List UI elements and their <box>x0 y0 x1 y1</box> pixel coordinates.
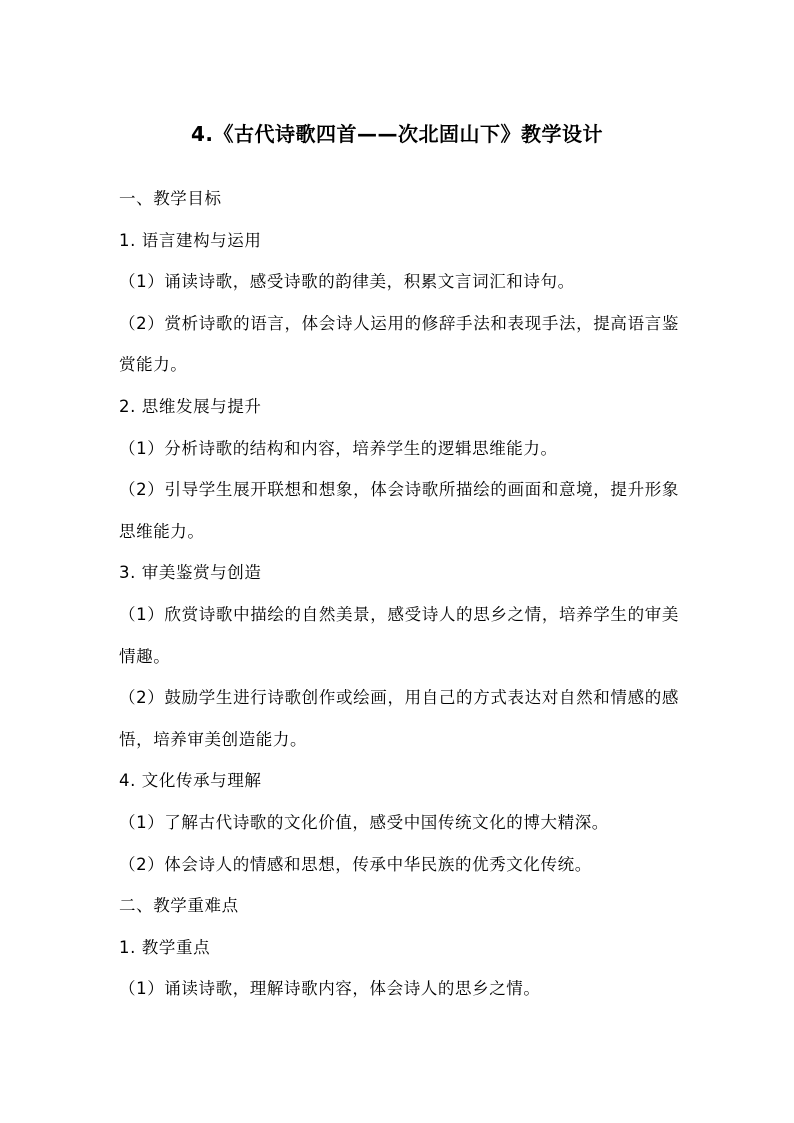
paragraph: （2）体会诗人的情感和思想，传承中华民族的优秀文化传统。 <box>119 854 592 874</box>
section-heading-objectives: 一、教学目标 <box>119 189 222 208</box>
paragraph: （2）引导学生展开联想和想象，体会诗歌所描绘的画面和意境，提升形象思维能力。 <box>119 480 679 541</box>
subheading-language: 1. 语言建构与运用 <box>119 230 262 250</box>
paragraph: （1）了解古代诗歌的文化价值，感受中国传统文化的博大精深。 <box>119 812 609 832</box>
paragraph: （1）诵读诗歌，感受诗歌的韵律美，积累文言词汇和诗句。 <box>119 272 575 292</box>
subheading-aesthetics: 3. 审美鉴赏与创造 <box>119 563 262 583</box>
subheading-culture: 4. 文化传承与理解 <box>119 771 262 791</box>
paragraph: （2）鼓励学生进行诗歌创作或绘画，用自己的方式表达对自然和情感的感悟，培养审美创造能力。 <box>119 688 679 749</box>
subheading-thinking: 2. 思维发展与提升 <box>119 396 262 416</box>
document-body <box>119 178 679 1010</box>
paragraph: （1）欣赏诗歌中描绘的自然美景，感受诗人的思乡之情，培养学生的审美情趣。 <box>119 604 679 666</box>
section-heading-key-points: 二、教学重难点 <box>119 896 239 916</box>
paragraph: （1）诵读诗歌，理解诗歌内容，体会诗人的思乡之情。 <box>119 979 541 999</box>
paragraph: （2）赏析诗歌的语言，体会诗人运用的修辞手法和表现手法，提高语言鉴赏能力。 <box>119 313 679 375</box>
subheading-key-points: 1. 教学重点 <box>119 937 211 957</box>
document-title: 4.《古代诗歌四首——次北固山下》教学设计 <box>190 122 603 146</box>
paragraph: （1）分析诗歌的结构和内容，培养学生的逻辑思维能力。 <box>119 438 558 458</box>
